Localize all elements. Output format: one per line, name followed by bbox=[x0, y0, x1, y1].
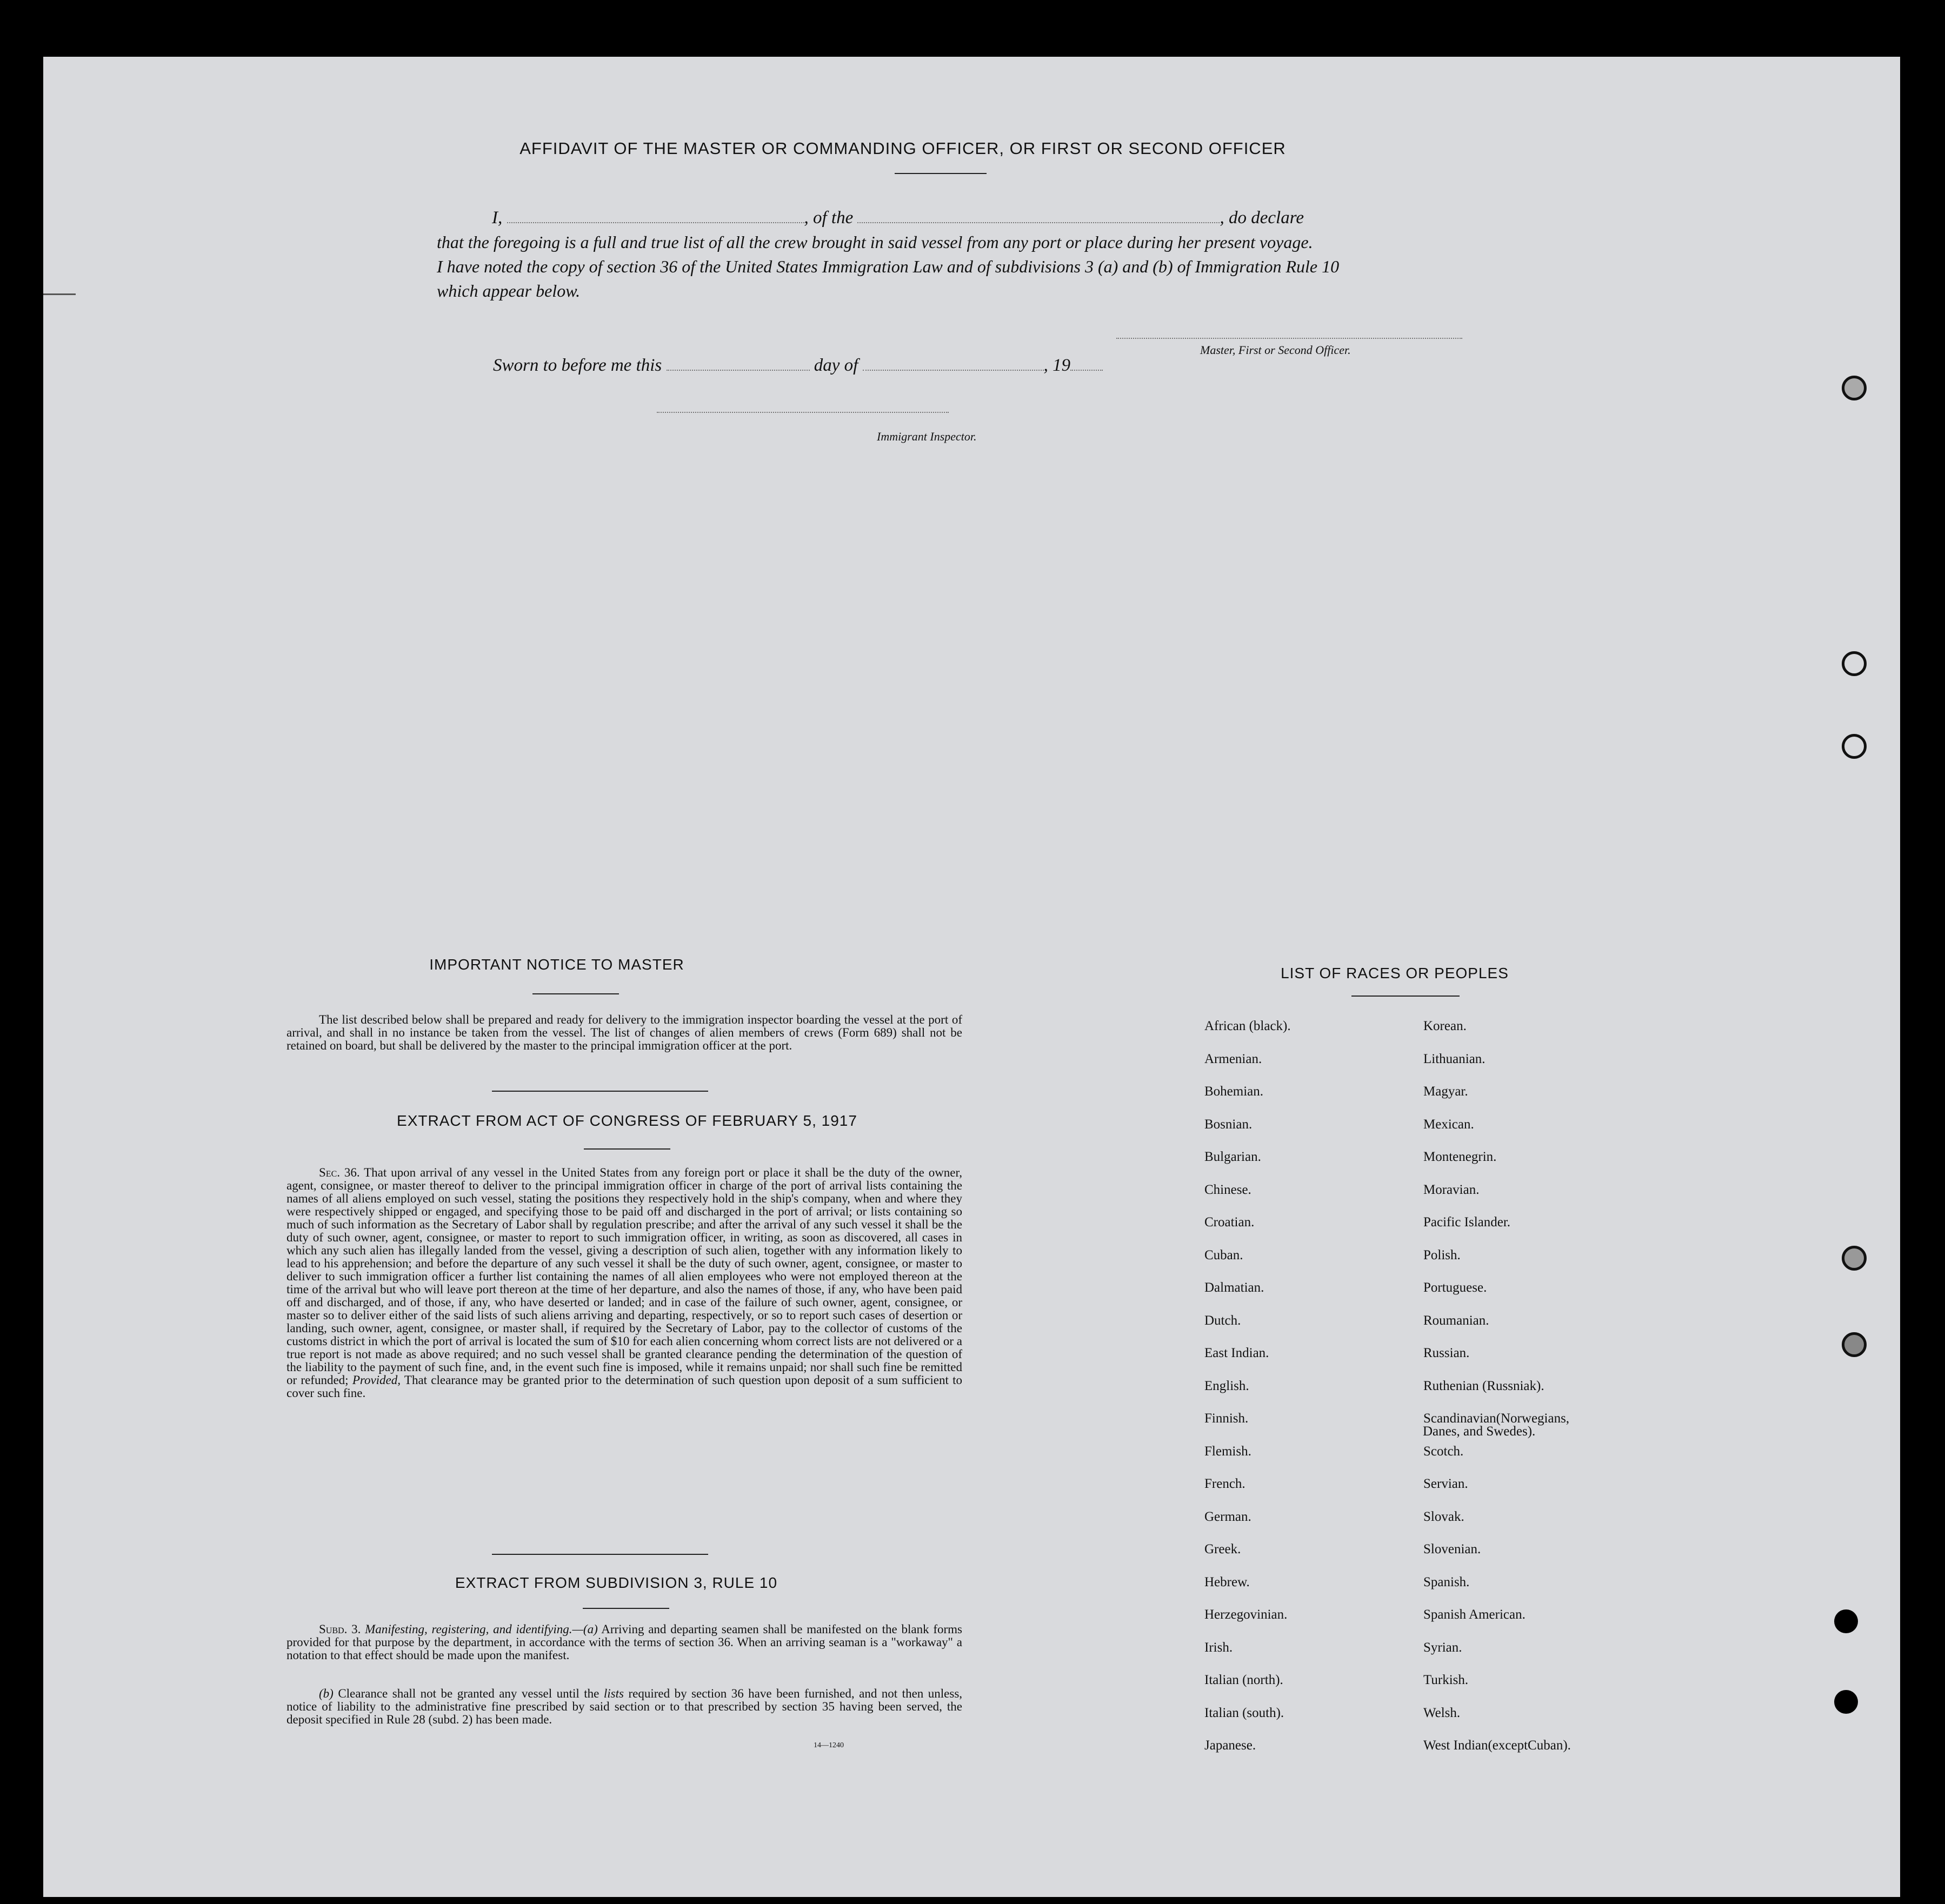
notice-title-rule bbox=[532, 993, 619, 994]
rule-text-a-body: Arriving and departing seamen shall be manifested on the blank forms provided for that purpose by the department, in accordance with the terms of section 36. When an arriving seaman is a "workaway" a notation to that effect should be made upon the manifest. bbox=[287, 1622, 963, 1662]
race-item: Portuguese. bbox=[1423, 1280, 1487, 1295]
affidavit-title-rule bbox=[895, 173, 987, 174]
rule-text-b1: Clearance shall not be granted any vessel until the bbox=[338, 1687, 600, 1700]
binder-hole bbox=[1842, 1246, 1867, 1271]
rule-subd-heading: Manifesting, registering, and identifying.—(a) bbox=[365, 1622, 598, 1636]
master-signature-field[interactable] bbox=[1116, 338, 1462, 339]
affidavit-title: AFFIDAVIT OF THE MASTER OR COMMANDING OFFICER, OR FIRST OR SECOND OFFICER bbox=[519, 139, 1286, 158]
rule-text-b bbox=[287, 1687, 962, 1726]
race-item: Spanish. bbox=[1423, 1574, 1470, 1589]
act-title-rule bbox=[584, 1148, 670, 1150]
affidavit-line4: which appear below. bbox=[437, 281, 581, 300]
notice-separator bbox=[492, 1091, 708, 1092]
vessel-name-field[interactable] bbox=[857, 222, 1220, 223]
rule-b-label: (b) bbox=[319, 1687, 334, 1700]
sworn-month-field[interactable] bbox=[863, 370, 1044, 371]
races-title-rule bbox=[1351, 996, 1460, 997]
race-item: African (black). bbox=[1204, 1019, 1291, 1033]
race-item: Scotch. bbox=[1423, 1444, 1464, 1459]
race-item: German. bbox=[1204, 1509, 1251, 1524]
race-item: Danes, and Swedes). bbox=[1423, 1424, 1536, 1439]
punch-hole-dark bbox=[1834, 1690, 1858, 1714]
race-item: Irish. bbox=[1204, 1640, 1233, 1655]
notice-text: The list described below shall be prepared and ready for delivery to the immigration inspector boarding the vessel at the port of arrival, and shall in no instance be taken from the vessel. The list of changes of alien members of crews (Form 689) shall not be retained on board, but shall be delivered by the master to the principal immigration officer at the port. bbox=[287, 1013, 962, 1052]
race-item: Hebrew. bbox=[1204, 1574, 1250, 1589]
race-item: Syrian. bbox=[1423, 1640, 1462, 1655]
race-item: Servian. bbox=[1423, 1477, 1468, 1491]
race-item: Scandinavian(Norwegians, bbox=[1423, 1411, 1570, 1426]
race-item: Mexican. bbox=[1423, 1117, 1474, 1132]
race-item: West Indian(exceptCuban). bbox=[1423, 1738, 1571, 1753]
race-item: Montenegrin. bbox=[1423, 1150, 1497, 1164]
race-item: Welsh. bbox=[1423, 1705, 1461, 1720]
race-item: Moravian. bbox=[1423, 1182, 1480, 1197]
race-item: Chinese. bbox=[1204, 1182, 1251, 1197]
race-item: Flemish. bbox=[1204, 1444, 1251, 1459]
punch-hole-dark bbox=[1834, 1609, 1858, 1633]
race-item: Korean. bbox=[1423, 1019, 1467, 1033]
race-item: Roumanian. bbox=[1423, 1313, 1489, 1328]
race-item: Dalmatian. bbox=[1204, 1280, 1264, 1295]
race-item: Cuban. bbox=[1204, 1247, 1243, 1262]
day-of-label: day of bbox=[814, 356, 858, 375]
sworn-year-field[interactable] bbox=[1070, 370, 1103, 371]
races-title: LIST OF RACES OR PEOPLES bbox=[1281, 965, 1509, 981]
race-item: Japanese. bbox=[1204, 1738, 1256, 1753]
race-item: Spanish American. bbox=[1423, 1607, 1526, 1622]
race-item: Croatian. bbox=[1204, 1215, 1255, 1230]
act-section-text-end: That clearance may be granted prior to the determination of such question upon deposit of a sum sufficient to cover such fine. bbox=[287, 1373, 962, 1400]
affidavit-line3: I have noted the copy of section 36 of the United States Immigration Law and of subdivisions 3 (a) and (b) of Immigration Rule 10 bbox=[437, 257, 1340, 276]
race-item: Magyar. bbox=[1423, 1084, 1468, 1099]
binder-hole bbox=[1842, 734, 1867, 759]
master-signature-label: Master, First or Second Officer. bbox=[1200, 343, 1351, 357]
act-section-label: Sec. 36. bbox=[319, 1166, 360, 1179]
affidavit-i-label: I, bbox=[492, 208, 503, 228]
rule-title-rule bbox=[583, 1608, 669, 1609]
race-item: Italian (south). bbox=[1204, 1705, 1284, 1720]
race-item: Bulgarian. bbox=[1204, 1150, 1261, 1164]
race-item: Lithuanian. bbox=[1423, 1051, 1486, 1066]
rule-lists: lists bbox=[603, 1687, 624, 1700]
race-item: Finnish. bbox=[1204, 1411, 1249, 1426]
race-item: Turkish. bbox=[1423, 1673, 1469, 1687]
rule-subd-label: Subd. 3. bbox=[319, 1622, 361, 1636]
form-sheet bbox=[43, 57, 1900, 1897]
race-item: English. bbox=[1204, 1378, 1249, 1393]
inspector-label: Immigrant Inspector. bbox=[877, 430, 977, 443]
race-item: Armenian. bbox=[1204, 1051, 1262, 1066]
affidavit-line1 bbox=[492, 208, 1304, 228]
binder-hole bbox=[1842, 1332, 1867, 1357]
race-item: Herzegovinian. bbox=[1204, 1607, 1288, 1622]
race-item: Bosnian. bbox=[1204, 1117, 1253, 1132]
rule-title: EXTRACT FROM SUBDIVISION 3, RULE 10 bbox=[455, 1574, 778, 1591]
sworn-label: Sworn to before me this bbox=[493, 356, 662, 375]
race-item: Bohemian. bbox=[1204, 1084, 1264, 1099]
race-item: Slovak. bbox=[1423, 1509, 1464, 1524]
race-item: Pacific Islander. bbox=[1423, 1215, 1511, 1230]
notice-title: IMPORTANT NOTICE TO MASTER bbox=[429, 956, 684, 973]
act-provided: Provided, bbox=[352, 1373, 401, 1387]
affidavit-declare-label: , do declare bbox=[1220, 208, 1304, 228]
act-text bbox=[287, 1166, 962, 1400]
race-item: Russian. bbox=[1423, 1346, 1470, 1360]
year-label: , 19 bbox=[1043, 356, 1071, 375]
act-title: EXTRACT FROM ACT OF CONGRESS OF FEBRUARY 5, 1917 bbox=[397, 1112, 857, 1129]
act-section-text: That upon arrival of any vessel in the United States from any foreign port or place it shall be the duty of the owner, agent, consignee, or master thereof to deliver to the principal immigration officer in charge of the port of arrival lists containing the names of all aliens employed on such vessel, stating the positions they respectively hold in the ship's company, when and where they were respectively shipped or engaged, and specifying those to be paid off and discharged in the port of arrival; or lists containing so much of such information as the Secretary of Labor shall by regulation prescribe; and after the arrival of any such vessel it shall be the duty of such owner, agent, consignee, or master to report to such immigration officer, in writing, as soon as discovered, all cases in which any such alien has illegally landed from the vessel, giving a description of such alien, together with any information likely to lead to his apprehension; and before the departure of any such vessel it shall be the duty of such owner, agent, consignee, or master to deliver to such immigration officer a further list containing the names of all alien employees who were not employed thereon at the time of the arrival but who will leave port thereon at the time of her departure, and also the names of those, if any, who have been paid off and discharged, and of those, if any, who have deserted or landed; and in case of the failure of such owner, agent, consignee, or master so to deliver either of the said lists of such aliens arriving and departing, respectively, or so to report such cases of desertion or landing, such owner, agent, consignee, or master shall, if required by the Secretary of Labor, pay to the collector of customs of the customs district in which the port of arrival is located the sum of $10 for each alien concerning whom correct lists are not delivered or a true report is not made as above required; and no such vessel shall be granted clearance pending the determination of the question of the liability to the payment of such fine, and, in the event such fine is imposed, while it remains unpaid; nor shall such fine be remitted or refunded; bbox=[287, 1166, 962, 1387]
affidavit-line2: that the foregoing is a full and true list of all the crew brought in said vessel from any port or place during her present voyage. bbox=[437, 232, 1313, 252]
race-item: Ruthenian (Russniak). bbox=[1423, 1378, 1544, 1393]
act-separator bbox=[492, 1554, 708, 1555]
master-name-field[interactable] bbox=[507, 222, 804, 223]
race-item: East Indian. bbox=[1204, 1346, 1269, 1360]
rule-text-b2: required by section 36 have been furnished, and not then unless, notice of liability to the administrative fine prescribed by said section or to that prescribed by section 35 having been served, the deposit specified in Rule 28 (subd. 2) has been made. bbox=[287, 1687, 963, 1726]
affidavit-of-label: , of the bbox=[804, 208, 854, 228]
race-item: Greek. bbox=[1204, 1542, 1241, 1556]
rule-text-a bbox=[287, 1623, 962, 1662]
race-item: Slovenian. bbox=[1423, 1542, 1481, 1556]
race-item: Dutch. bbox=[1204, 1313, 1241, 1328]
sworn-line bbox=[493, 356, 1103, 376]
margin-rule bbox=[43, 293, 76, 295]
race-item: Polish. bbox=[1423, 1247, 1461, 1262]
race-item: Italian (north). bbox=[1204, 1673, 1283, 1687]
sworn-day-field[interactable] bbox=[667, 370, 810, 371]
inspector-signature-field[interactable] bbox=[657, 412, 949, 413]
binder-hole bbox=[1842, 376, 1867, 400]
binder-hole bbox=[1842, 651, 1867, 676]
form-number: 14—1240 bbox=[814, 1741, 844, 1749]
race-item: French. bbox=[1204, 1477, 1245, 1491]
